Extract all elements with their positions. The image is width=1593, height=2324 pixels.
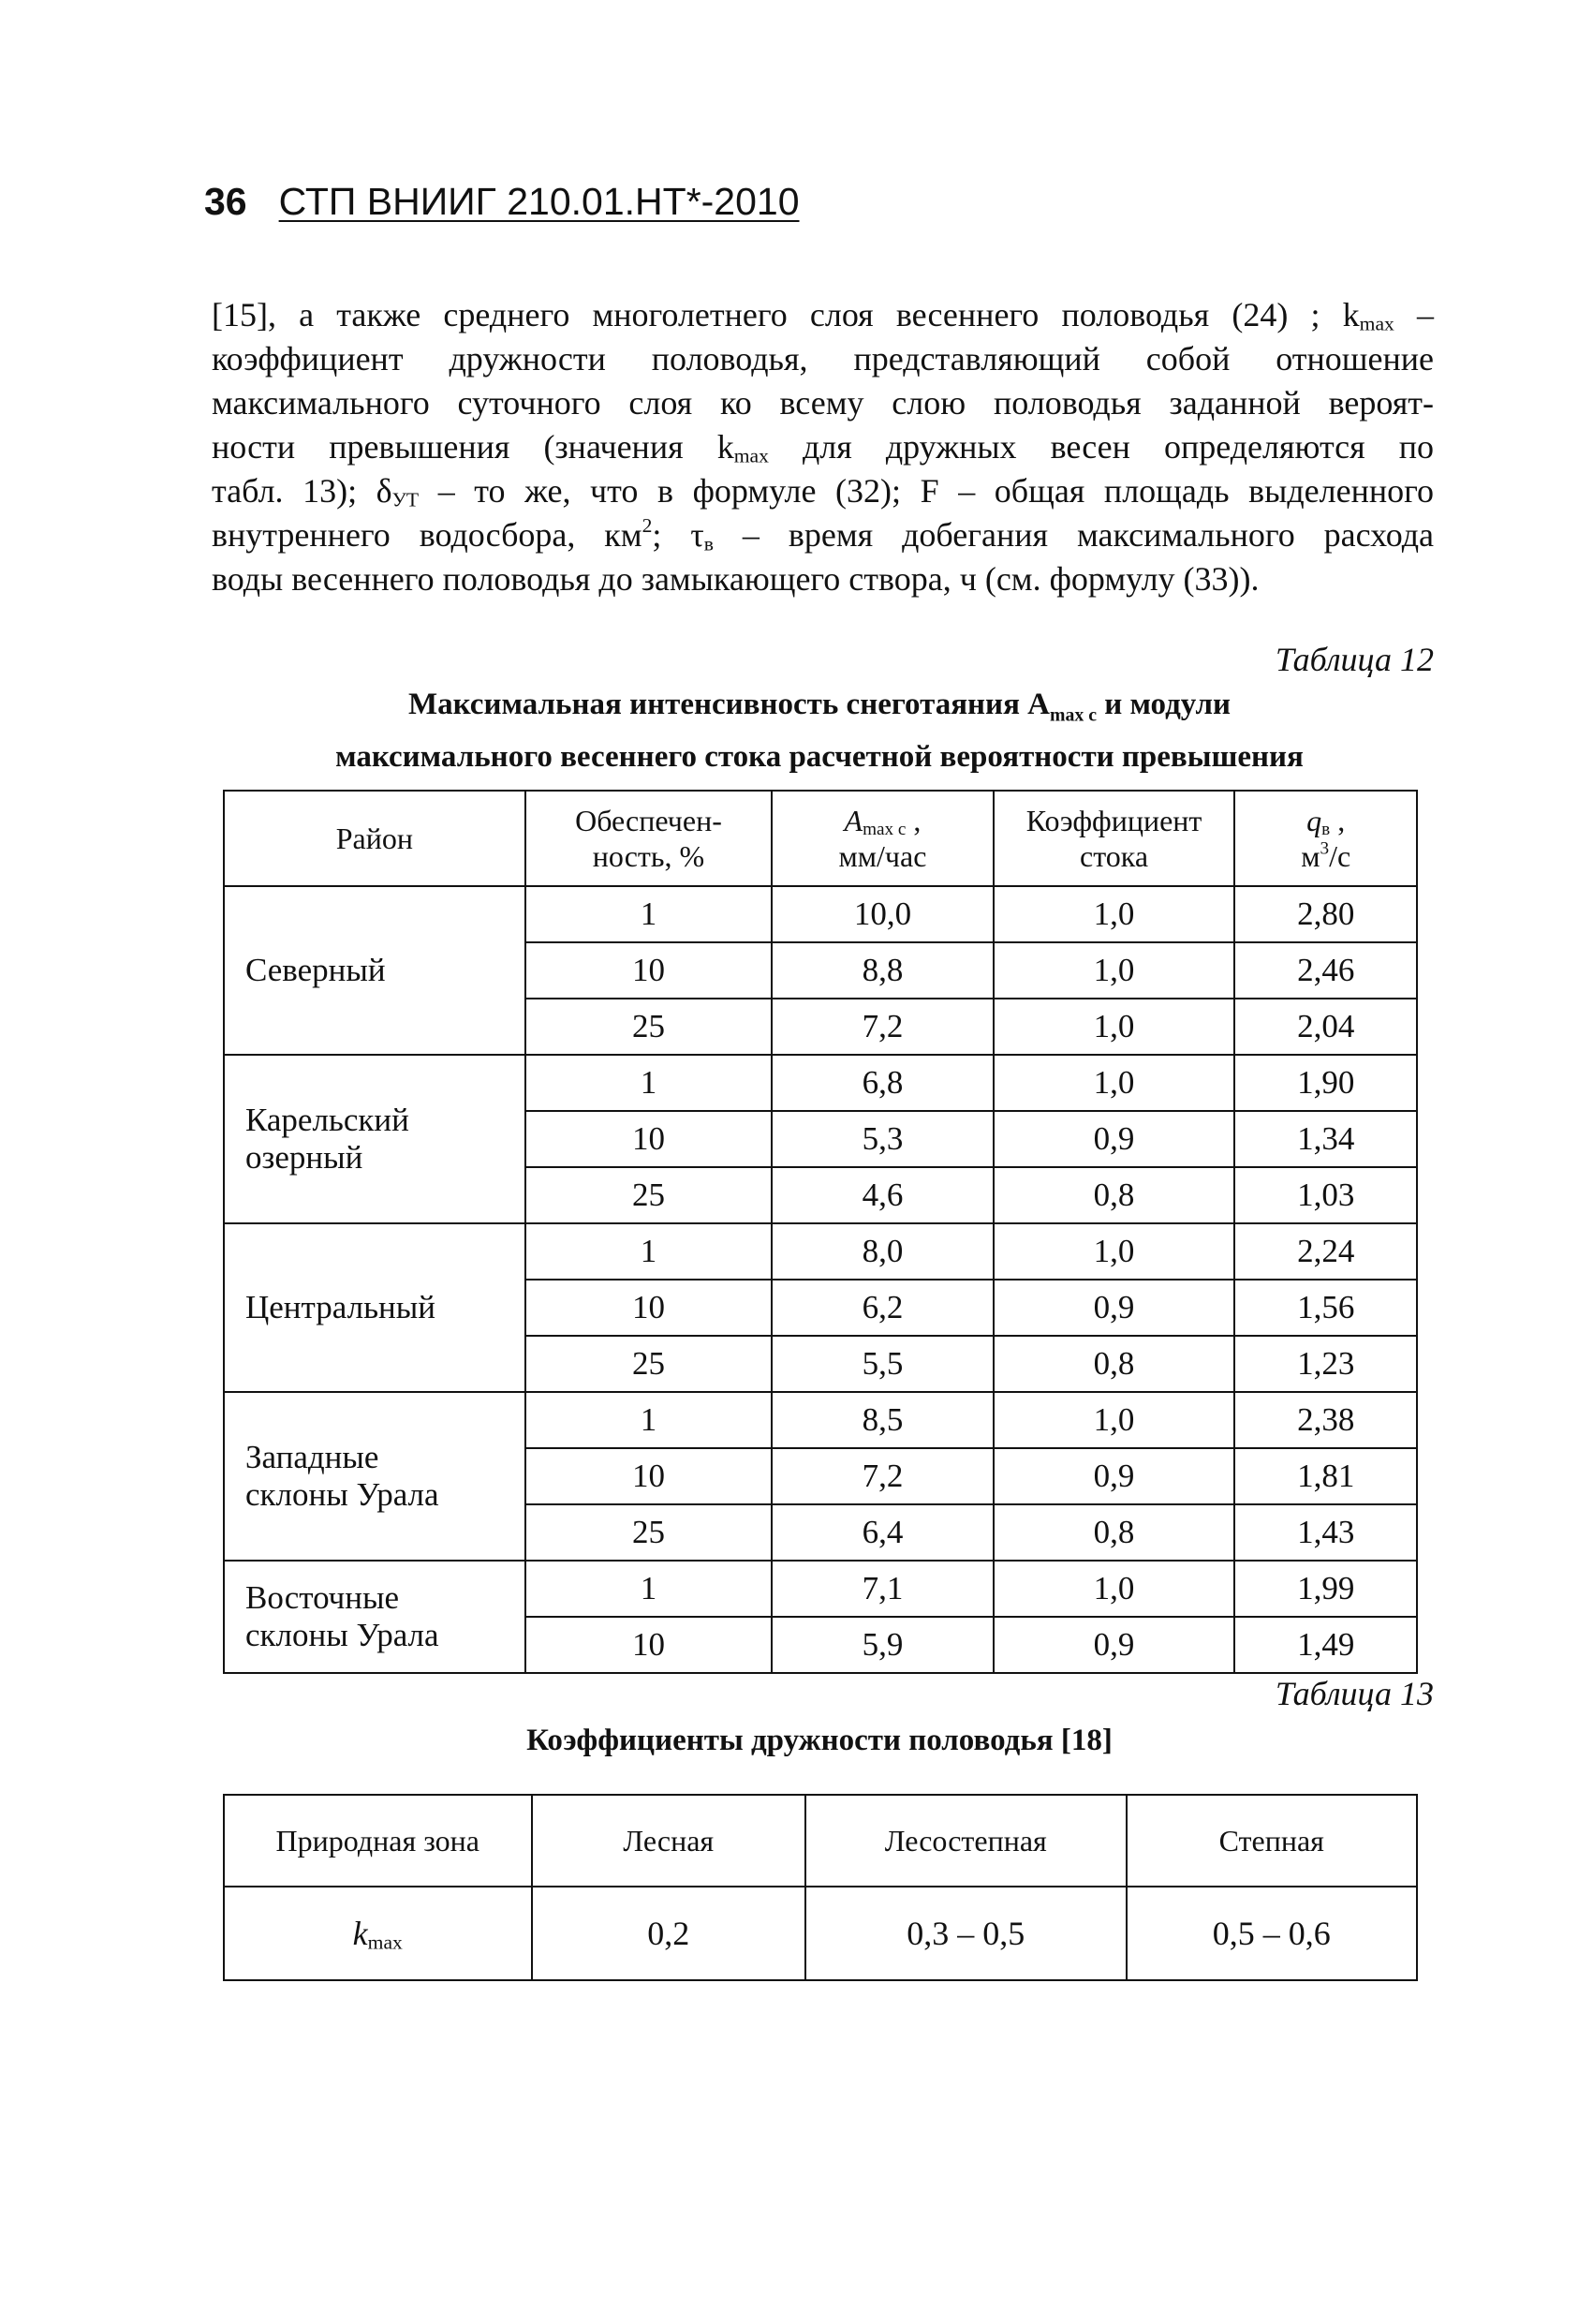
q-cell: 1,90 (1234, 1055, 1417, 1111)
runoff-coefficient-cell: 1,0 (994, 942, 1235, 999)
runoff-coefficient-cell: 1,0 (994, 999, 1235, 1055)
probability-cell: 10 (525, 942, 773, 999)
amax-cell: 7,1 (772, 1561, 993, 1617)
amax-cell: 4,6 (772, 1167, 993, 1223)
paragraph-line: максимального суточного слоя ко всему слою половодья заданной вероят- (212, 384, 1434, 422)
header-q: $q_в$ , $м^3/с$ (1234, 791, 1417, 886)
probability-cell: 10 (525, 1111, 773, 1167)
header-region: Район (224, 791, 525, 886)
value-forest-steppe: 0,3 – 0,5 (805, 1887, 1127, 1980)
q-cell: 1,03 (1234, 1167, 1417, 1223)
probability-cell: 1 (525, 1392, 773, 1448)
region-cell: Центральный (224, 1223, 525, 1392)
q-cell: 2,46 (1234, 942, 1417, 999)
table12-title: Максимальная интенсивность снеготаяния $A_{max c}$ и модули максимального весеннего стока расчетной вероятности превышения (335, 688, 1304, 774)
probability-cell: 1 (525, 1055, 773, 1111)
table-row (224, 886, 1417, 942)
q-cell: 2,80 (1234, 886, 1417, 942)
paragraph-line: воды весеннего половодья до замыкающего створа, ч (см. формулу (33)). (212, 560, 1260, 598)
q-cell: 2,38 (1234, 1392, 1417, 1448)
table-header-row (224, 1795, 1417, 1887)
header-amax: $A_{max c}$ , мм/час (772, 791, 993, 886)
table-row (224, 1887, 1417, 1980)
paragraph-line: табл. 13); $\delta_{УТ}$ – то же, что в формуле (32); F – общая площадь выделенного (212, 472, 1434, 511)
amax-cell: 5,3 (772, 1111, 993, 1167)
runoff-coefficient-cell: 0,9 (994, 1280, 1235, 1336)
runoff-coefficient-cell: 0,8 (994, 1336, 1235, 1392)
paragraph-line: [15], а также среднего многолетнего слоя весеннего половодья (24) ; $k_{max}$ – (212, 296, 1434, 335)
q-cell: 1,81 (1234, 1448, 1417, 1504)
runoff-coefficient-cell: 0,9 (994, 1111, 1235, 1167)
header-steppe: Степная (1127, 1795, 1417, 1887)
table-row (224, 1561, 1417, 1617)
probability-cell: 10 (525, 1617, 773, 1673)
paragraph-line: коэффициент дружности половодья, представляющий собой отношение (212, 340, 1434, 377)
value-forest: 0,2 (532, 1887, 805, 1980)
q-cell: 1,23 (1234, 1336, 1417, 1392)
value-steppe: 0,5 – 0,6 (1127, 1887, 1417, 1980)
amax-cell: 8,0 (772, 1223, 993, 1280)
amax-cell: 6,8 (772, 1055, 993, 1111)
probability-cell: 25 (525, 1336, 773, 1392)
page-number: 36 (204, 180, 247, 223)
q-cell: 1,49 (1234, 1617, 1417, 1673)
row-label-kmax: $k_{max}$ (224, 1887, 532, 1980)
runoff-coefficient-cell: 0,9 (994, 1448, 1235, 1504)
header-natural-zone: Природная зона (224, 1795, 532, 1887)
amax-cell: 7,2 (772, 999, 993, 1055)
region-cell: Западные склоны Урала (224, 1392, 525, 1561)
header-probability: Обеспечен- ность, % (525, 791, 773, 886)
table-row (224, 1392, 1417, 1448)
runoff-coefficient-cell: 1,0 (994, 1561, 1235, 1617)
region-cell: Северный (224, 886, 525, 1055)
paragraph-line: ности превышения (значения $k_{max}$ для дружных весен определяются по (212, 428, 1434, 467)
table-header-row (224, 791, 1417, 886)
q-cell: 1,56 (1234, 1280, 1417, 1336)
table13-caption: Таблица 13 (1275, 1675, 1434, 1712)
standard-designation: СТП ВНИИГ 210.01.НТ*-2010 (278, 180, 800, 223)
paragraph-line: внутреннего водосбора, $км^2$; $\tau_в$ – время добегания максимального расхода (212, 513, 1434, 555)
q-cell: 1,43 (1234, 1504, 1417, 1561)
header-forest-steppe: Лесостепная (805, 1795, 1127, 1887)
runoff-coefficient-cell: 1,0 (994, 1392, 1235, 1448)
q-cell: 2,24 (1234, 1223, 1417, 1280)
table13-title: Коэффициенты дружности половодья [18] (526, 1724, 1113, 1757)
amax-cell: 8,5 (772, 1392, 993, 1448)
body-paragraph (212, 293, 1434, 601)
runoff-coefficient-cell: 1,0 (994, 1055, 1235, 1111)
amax-cell: 10,0 (772, 886, 993, 942)
runoff-coefficient-cell: 0,8 (994, 1167, 1235, 1223)
region-cell: Восточные склоны Урала (224, 1561, 525, 1673)
amax-cell: 6,2 (772, 1280, 993, 1336)
probability-cell: 25 (525, 999, 773, 1055)
probability-cell: 25 (525, 1167, 773, 1223)
amax-cell: 6,4 (772, 1504, 993, 1561)
probability-cell: 10 (525, 1280, 773, 1336)
amax-cell: 5,9 (772, 1617, 993, 1673)
runoff-coefficient-cell: 1,0 (994, 1223, 1235, 1280)
region-cell: Карельский озерный (224, 1055, 525, 1223)
table-row (224, 1223, 1417, 1280)
runoff-coefficient-cell: 0,8 (994, 1504, 1235, 1561)
header-runoff-coefficient: Коэффициент стока (994, 791, 1235, 886)
amax-cell: 5,5 (772, 1336, 993, 1392)
probability-cell: 1 (525, 886, 773, 942)
table12-caption: Таблица 12 (1275, 641, 1434, 678)
flood-coefficient-table (223, 1794, 1418, 1981)
runoff-coefficient-cell: 1,0 (994, 886, 1235, 942)
amax-cell: 8,8 (772, 942, 993, 999)
table-row (224, 1055, 1417, 1111)
probability-cell: 10 (525, 1448, 773, 1504)
q-cell: 1,99 (1234, 1561, 1417, 1617)
amax-cell: 7,2 (772, 1448, 993, 1504)
probability-cell: 1 (525, 1223, 773, 1280)
snowmelt-table (223, 790, 1418, 1674)
runoff-coefficient-cell: 0,9 (994, 1617, 1235, 1673)
q-cell: 1,34 (1234, 1111, 1417, 1167)
probability-cell: 1 (525, 1561, 773, 1617)
q-cell: 2,04 (1234, 999, 1417, 1055)
probability-cell: 25 (525, 1504, 773, 1561)
header-forest: Лесная (532, 1795, 805, 1887)
page-header (204, 178, 800, 225)
